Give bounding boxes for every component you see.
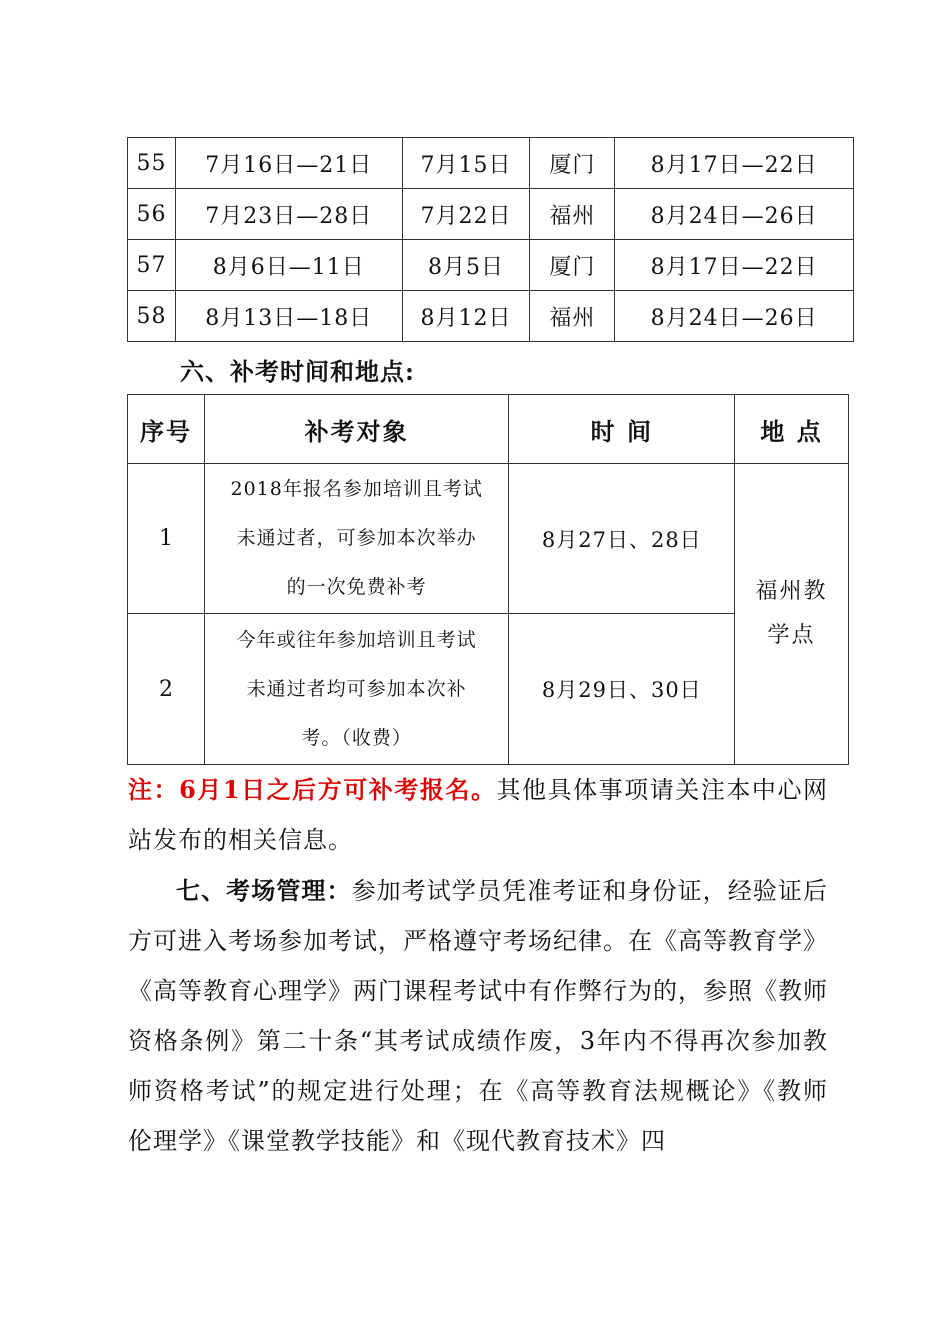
- city: 福州: [530, 189, 615, 240]
- row-number: 57: [128, 240, 176, 291]
- header-place: 地 点: [735, 395, 849, 464]
- target-line: 未通过者，可参加本次举办: [236, 527, 477, 549]
- exam-dates: 8月17日—22日: [615, 138, 854, 189]
- schedule-table: [127, 137, 854, 342]
- exam-dates: 8月24日—26日: [615, 291, 854, 342]
- city: 厦门: [530, 240, 615, 291]
- note-text: 其他具体事项请关注本中心网站发布的相关信息。: [128, 776, 829, 854]
- makeup-time: 8月27日、28日: [509, 464, 735, 614]
- makeup-place: [735, 464, 849, 765]
- header-time: 时 间: [509, 395, 735, 464]
- registration-date: 8月5日: [402, 240, 530, 291]
- header-target: 补考对象: [204, 395, 509, 464]
- target-line: 的一次免费补考: [286, 576, 427, 598]
- row-number: 58: [128, 291, 176, 342]
- table-header-row: [128, 395, 849, 464]
- section-6-heading: 六、补考时间和地点:: [180, 357, 415, 386]
- target-line: 考。（收费）: [301, 726, 412, 749]
- exam-dates: 8月24日—26日: [615, 189, 854, 240]
- row-number: 1: [128, 464, 205, 614]
- row-number: 55: [128, 138, 176, 189]
- makeup-exam-table: [127, 394, 849, 765]
- makeup-target: [204, 464, 509, 614]
- training-dates: 8月6日—11日: [175, 240, 402, 291]
- row-number: 2: [128, 614, 205, 765]
- section-7-paragraph: [128, 866, 828, 1166]
- place-line: 福州教: [755, 579, 828, 604]
- registration-date: 8月12日: [402, 291, 530, 342]
- place-line: 学点: [767, 623, 816, 648]
- training-dates: 8月13日—18日: [175, 291, 402, 342]
- target-line: 未通过者均可参加本次补: [246, 677, 467, 700]
- row-number: 56: [128, 189, 176, 240]
- table-row: [128, 189, 854, 240]
- target-line: 今年或往年参加培训且考试: [236, 628, 477, 651]
- city: 福州: [530, 291, 615, 342]
- header-no: 序号: [128, 395, 205, 464]
- note-paragraph: [128, 765, 828, 865]
- training-dates: 7月16日—21日: [175, 138, 402, 189]
- makeup-target: [204, 614, 509, 765]
- section-7-body: 参加考试学员凭准考证和身份证，经验证后方可进入考场参加考试，严格遵守考场纪律。在《高等教育学》《高等教育心理学》两门课程考试中有作弊行为的，参照《教师资格条例》第二十条“其考试成绩作废，3年内不得再次参加教师资格考试”的规定进行处理；在《高等教育法规概论》《教师伦理学》《课堂教学技能》和《现代教育技术》四: [128, 877, 829, 1155]
- registration-date: 7月22日: [402, 189, 530, 240]
- city: 厦门: [530, 138, 615, 189]
- target-line: 2018年报名参加培训且考试: [230, 478, 483, 500]
- exam-dates: 8月17日—22日: [615, 240, 854, 291]
- table-row: [128, 291, 854, 342]
- makeup-time: 8月29日、30日: [509, 614, 735, 765]
- registration-date: 7月15日: [402, 138, 530, 189]
- table-row: [128, 138, 854, 189]
- section-7-heading: 七、考场管理：: [176, 876, 352, 905]
- table-row: [128, 464, 849, 614]
- table-row: [128, 240, 854, 291]
- training-dates: 7月23日—28日: [175, 189, 402, 240]
- note-highlight: 注：6月1日之后方可补考报名。: [128, 775, 497, 804]
